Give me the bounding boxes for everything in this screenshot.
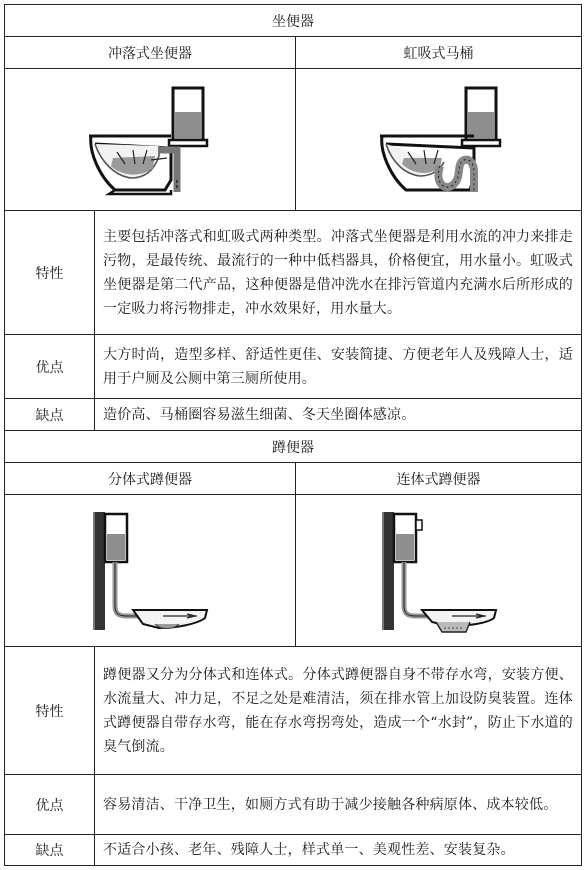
disadvantage-text-content: 造价高、马桶圈容易滋生细菌、冬天坐圈体感凉。 [103, 406, 416, 423]
disadvantage-text-content: 不适合小孩、老年、残障人士，样式单一、美观性差、安装复杂。 [103, 842, 515, 858]
type-header-left: 冲落式坐便器 [108, 45, 192, 62]
feature-row [5, 211, 581, 335]
advantage-label: 优点 [35, 797, 64, 814]
advantage-label: 优点 [35, 359, 64, 376]
comparison-table [4, 4, 582, 866]
illustration-row [5, 69, 581, 211]
disadvantage-row [5, 835, 581, 865]
split-squat-toilet-diagram [5, 495, 295, 646]
disadvantage-label: 缺点 [35, 407, 64, 424]
feature-text-content: 主要包括冲落式和虹吸式两种类型。冲落式坐便器是利用水流的冲力来排走污物，是最传统、最流行的一种中低档器具，价格便宜，用水量小。虹吸式坐便器是第二代产品，这种便器是借冲洗水在排污管道内充满水后所形成的一定吸力将污物排走，冲水效果好，用水量大。 [103, 228, 573, 317]
type-header-right: 连体式蹲便器 [295, 463, 581, 494]
advantage-text [94, 335, 581, 398]
type-header-row [5, 37, 581, 69]
flush-toilet-diagram [5, 69, 295, 210]
feature-row [5, 647, 581, 775]
integrated-squat-toilet-diagram [295, 495, 581, 646]
section-title-row [5, 431, 581, 463]
disadvantage-text [94, 835, 581, 865]
feature-label: 特性 [35, 703, 64, 720]
feature-text [94, 211, 581, 334]
section-title: 蹲便器 [272, 439, 314, 456]
disadvantage-text [94, 399, 581, 430]
feature-text-content: 蹲便器又分为分体式和连体式。分体式蹲便器自身不带存水弯，安装方便、水流量大、冲力足，不足之处是难清洁，须在排水管上加设防臭装置。连体式蹲便器自带存水弯，能在存水弯拐弯处，造成一个“水封”，防止下水道的臭气倒流。 [103, 666, 573, 755]
section-title-row [5, 5, 581, 37]
advantage-text [94, 775, 581, 834]
advantage-row [5, 335, 581, 399]
disadvantage-label: 缺点 [35, 843, 64, 859]
siphon-toilet-diagram [295, 69, 581, 210]
advantage-text-content: 容易清洁、干净卫生，如厕方式有助于减少接触各种病原体、成本较低。 [103, 796, 558, 813]
type-header-left: 分体式蹲便器 [108, 471, 192, 488]
advantage-text-content: 大方时尚，造型多样、舒适性更佳、安装简捷、方便老年人及残障人士，适用于户厕及公厕中第三厕所使用。 [103, 346, 573, 387]
feature-text [94, 647, 581, 774]
feature-label: 特性 [35, 265, 64, 282]
illustration-row [5, 495, 581, 647]
type-header-right: 虹吸式马桶 [295, 37, 581, 68]
section-title: 坐便器 [272, 13, 314, 30]
disadvantage-row [5, 399, 581, 431]
advantage-row [5, 775, 581, 835]
type-header-row [5, 463, 581, 495]
